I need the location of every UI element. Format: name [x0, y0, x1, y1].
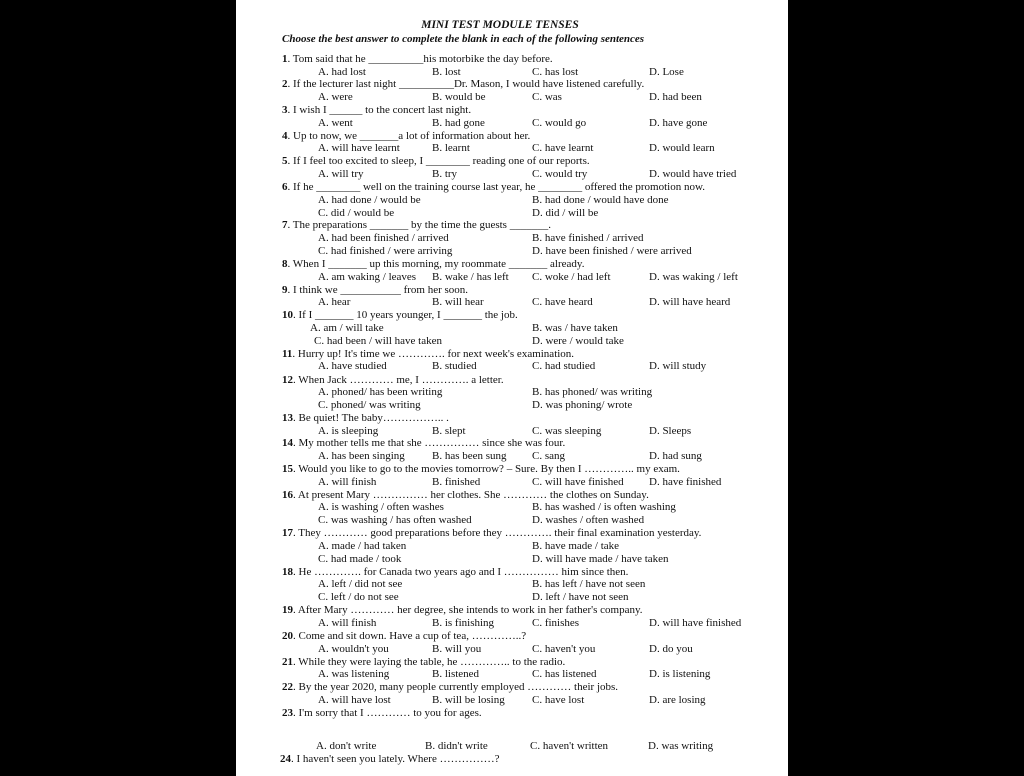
answer-option[interactable]: A. had lost: [318, 66, 366, 78]
question-20: [282, 630, 526, 643]
question-number: 5: [282, 155, 288, 167]
question-number: 12: [282, 374, 293, 386]
answer-option[interactable]: B. is finishing: [432, 617, 495, 629]
question-text: . If he ________ well on the training course last year, he ________ offered the promotion now.: [287, 181, 705, 193]
question-number: 3: [282, 104, 288, 116]
answer-option[interactable]: B. would be: [432, 91, 486, 103]
answer-option[interactable]: A. has been singing: [318, 450, 405, 462]
answer-option[interactable]: C. has listened: [532, 668, 597, 680]
question-19: [282, 604, 643, 617]
answer-option[interactable]: C. did / would be: [318, 207, 395, 219]
answer-option[interactable]: B. has left / have not seen: [532, 578, 646, 590]
answer-option[interactable]: A. left / did not see: [318, 578, 403, 590]
answer-option[interactable]: B. will hear: [432, 296, 484, 308]
question-text: . Up to now, we _______a lot of information about her.: [287, 130, 531, 142]
question-text: . They ………… good preparations before they …………. their final examination yesterday.: [293, 527, 702, 539]
question-text: . If I feel too excited to sleep, I ________ reading one of our reports.: [287, 155, 590, 167]
question-number: 17: [282, 527, 293, 539]
answer-option[interactable]: A. hear: [318, 296, 351, 308]
answer-option[interactable]: D. had sung: [649, 450, 702, 462]
question-number: 14: [282, 437, 293, 449]
answer-option[interactable]: D. are losing: [649, 694, 706, 706]
question-17: [282, 527, 701, 540]
answer-option[interactable]: B. learnt: [432, 142, 470, 154]
answer-option[interactable]: A. made / had taken: [318, 540, 407, 552]
answer-option[interactable]: A. is washing / often washes: [318, 501, 444, 513]
answer-option[interactable]: C. sang: [532, 450, 565, 462]
answer-option[interactable]: D. was waking / left: [649, 271, 738, 283]
answer-option[interactable]: D. have finished: [649, 476, 722, 488]
answer-option[interactable]: B. have made / take: [532, 540, 620, 552]
answer-option[interactable]: A. had been finished / arrived: [318, 232, 449, 244]
answer-option[interactable]: A. was listening: [318, 668, 390, 680]
answer-option[interactable]: A. went: [318, 117, 353, 129]
answer-option[interactable]: D. was phoning/ wrote: [532, 399, 633, 411]
answer-option[interactable]: A. will have learnt: [318, 142, 400, 154]
question-3: [282, 104, 471, 117]
question-text: . Come and sit down. Have a cup of tea, …………..?: [293, 630, 527, 642]
question-text: . At present Mary …………… her clothes. She ………… the clothes on Sunday.: [293, 489, 649, 501]
question-text: . I haven't seen you lately. Where ……………?: [291, 753, 500, 765]
answer-option[interactable]: C. was: [532, 91, 562, 103]
answer-option[interactable]: C. had been / will have taken: [314, 335, 442, 347]
answer-option[interactable]: D. have gone: [649, 117, 708, 129]
answer-option[interactable]: A. were: [318, 91, 353, 103]
question-text: . I think we ___________ from her soon.: [287, 284, 469, 296]
question-number: 23: [282, 707, 293, 719]
answer-option[interactable]: C. have lost: [532, 694, 585, 706]
answer-option[interactable]: C. phoned/ was writing: [318, 399, 421, 411]
question-13: [282, 412, 449, 425]
answer-option[interactable]: A. will finish: [318, 476, 377, 488]
answer-option[interactable]: B. wake / has left: [432, 271, 509, 283]
question-number: 2: [282, 78, 288, 90]
answer-option[interactable]: D. washes / often washed: [532, 514, 645, 526]
answer-option[interactable]: D. had been: [649, 91, 702, 103]
answer-option[interactable]: C. left / do not see: [318, 591, 399, 603]
answer-option[interactable]: A. phoned/ has been writing: [318, 386, 443, 398]
question-number: 7: [282, 219, 288, 231]
answer-option[interactable]: C. woke / had left: [532, 271, 611, 283]
question-text: . While they were laying the table, he ………….. to the radio.: [293, 656, 566, 668]
question-14: [282, 437, 565, 450]
answer-option[interactable]: A. am / will take: [310, 322, 384, 334]
answer-option[interactable]: C. would go: [532, 117, 587, 129]
question-text: . When Jack ………… me, I …………. a letter.: [293, 374, 504, 386]
question-text: . I'm sorry that I ………… to you for ages.: [293, 707, 482, 719]
answer-option[interactable]: A. have studied: [318, 360, 387, 372]
answer-option[interactable]: B. try: [432, 168, 458, 180]
question-number: 15: [282, 463, 293, 475]
answer-option[interactable]: C. finishes: [532, 617, 580, 629]
answer-option[interactable]: B. had done / would have done: [532, 194, 669, 206]
question-22: [282, 681, 618, 694]
answer-option[interactable]: D. have been finished / were arrived: [532, 245, 692, 257]
question-15: [282, 463, 680, 476]
answer-option[interactable]: B. have finished / arrived: [532, 232, 644, 244]
question-text: . Would you like to go to the movies tomorrow? – Sure. By then I ………….. my exam.: [293, 463, 680, 475]
document-title: MINI TEST MODULE TENSES: [421, 19, 579, 31]
answer-option[interactable]: B. slept: [432, 425, 466, 437]
question-number: 19: [282, 604, 293, 616]
answer-option[interactable]: D. would have tried: [649, 168, 737, 180]
question-text: . Tom said that he __________his motorbike the day before.: [287, 53, 553, 65]
answer-option[interactable]: D. will have finished: [649, 617, 742, 629]
answer-option[interactable]: B. was / have taken: [532, 322, 618, 334]
answer-option[interactable]: D. left / have not seen: [532, 591, 629, 603]
answer-option[interactable]: D. was writing: [648, 740, 714, 752]
answer-option[interactable]: B. didn't write: [425, 740, 488, 752]
answer-option[interactable]: D. Sleeps: [649, 425, 692, 437]
question-text: . He …………. for Canada two years ago and I …………… him since then.: [293, 566, 629, 578]
answer-option[interactable]: A. am waking / leaves: [318, 271, 417, 283]
answer-option[interactable]: D. were / would take: [532, 335, 624, 347]
answer-option[interactable]: C. was sleeping: [532, 425, 602, 437]
question-number: 4: [282, 130, 288, 142]
question-8: [282, 258, 584, 271]
question-text: . The preparations _______ by the time the guests _______.: [287, 219, 551, 231]
document-page: [236, 0, 788, 776]
answer-option[interactable]: D. will study: [649, 360, 707, 372]
answer-option[interactable]: D. do you: [649, 643, 693, 655]
question-text: . By the year 2020, many people currently employed ………… their jobs.: [293, 681, 619, 693]
question-number: 24: [280, 753, 291, 765]
answer-option[interactable]: C. have learnt: [532, 142, 594, 154]
question-1: [282, 53, 553, 66]
answer-option[interactable]: A. had done / would be: [318, 194, 421, 206]
answer-option[interactable]: D. Lose: [649, 66, 684, 78]
answer-option[interactable]: B. had gone: [432, 117, 485, 129]
answer-option[interactable]: A. will finish: [318, 617, 377, 629]
answer-option[interactable]: D. did / will be: [532, 207, 599, 219]
answer-option[interactable]: B. studied: [432, 360, 477, 372]
answer-option[interactable]: C. has lost: [532, 66, 579, 78]
question-10: [282, 309, 518, 322]
question-number: 9: [282, 284, 288, 296]
answer-option[interactable]: C. haven't you: [532, 643, 596, 655]
question-23: [282, 707, 482, 720]
answer-option[interactable]: D. will have heard: [649, 296, 731, 308]
question-7: [282, 219, 551, 232]
question-text: . If I _______ 10 years younger, I _______ the job.: [293, 309, 518, 321]
question-number: 8: [282, 258, 288, 270]
answer-option[interactable]: A. will have lost: [318, 694, 391, 706]
question-number: 6: [282, 181, 288, 193]
question-number: 20: [282, 630, 293, 642]
question-number: 10: [282, 309, 293, 321]
answer-option[interactable]: C. had finished / were arriving: [318, 245, 453, 257]
question-2: [282, 78, 644, 91]
question-text: . Be quiet! The baby…………….. .: [293, 412, 449, 424]
question-number: 21: [282, 656, 293, 668]
question-text: . Hurry up! It's time we …………. for next week's examination.: [292, 348, 575, 360]
question-text: . When I _______ up this morning, my roommate _______ already.: [287, 258, 585, 270]
answer-option[interactable]: B. will you: [432, 643, 482, 655]
answer-option[interactable]: B. has washed / is often washing: [532, 501, 676, 513]
answer-option[interactable]: B. has been sung: [432, 450, 507, 462]
answer-option[interactable]: C. was washing / has often washed: [318, 514, 472, 526]
answer-option[interactable]: C. will have finished: [532, 476, 624, 488]
answer-option[interactable]: A. don't write: [316, 740, 377, 752]
answer-option[interactable]: C. had studied: [532, 360, 596, 372]
answer-option[interactable]: C. had made / took: [318, 553, 402, 565]
question-number: 1: [282, 53, 288, 65]
answer-option[interactable]: B. lost: [432, 66, 461, 78]
answer-option[interactable]: C. haven't written: [530, 740, 609, 752]
answer-option[interactable]: B. will be losing: [432, 694, 505, 706]
answer-option[interactable]: D. is listening: [649, 668, 711, 680]
question-number: 22: [282, 681, 293, 693]
question-text: . My mother tells me that she …………… since she was four.: [293, 437, 566, 449]
question-text: . I wish I ______ to the concert last night.: [287, 104, 472, 116]
question-number: 11: [282, 348, 293, 360]
question-number: 13: [282, 412, 293, 424]
document-instructions: Choose the best answer to complete the blank in each of the following sentences: [282, 33, 645, 45]
question-number: 16: [282, 489, 293, 501]
answer-option[interactable]: A. wouldn't you: [318, 643, 389, 655]
answer-option[interactable]: D. would learn: [649, 142, 715, 154]
answer-option[interactable]: A. will try: [318, 168, 364, 180]
answer-option[interactable]: C. have heard: [532, 296, 593, 308]
question-24: [280, 753, 499, 766]
answer-option[interactable]: B. has phoned/ was writing: [532, 386, 653, 398]
question-6: [282, 181, 705, 194]
question-5: [282, 155, 590, 168]
answer-option[interactable]: B. finished: [432, 476, 481, 488]
answer-option[interactable]: B. listened: [432, 668, 480, 680]
question-text: . After Mary ………… her degree, she intends to work in her father's company.: [293, 604, 643, 616]
question-text: . If the lecturer last night __________Dr. Mason, I would have listened carefully.: [287, 78, 645, 90]
answer-option[interactable]: A. is sleeping: [318, 425, 379, 437]
answer-option[interactable]: D. will have made / have taken: [532, 553, 669, 565]
answer-option[interactable]: C. would try: [532, 168, 588, 180]
question-number: 18: [282, 566, 293, 578]
